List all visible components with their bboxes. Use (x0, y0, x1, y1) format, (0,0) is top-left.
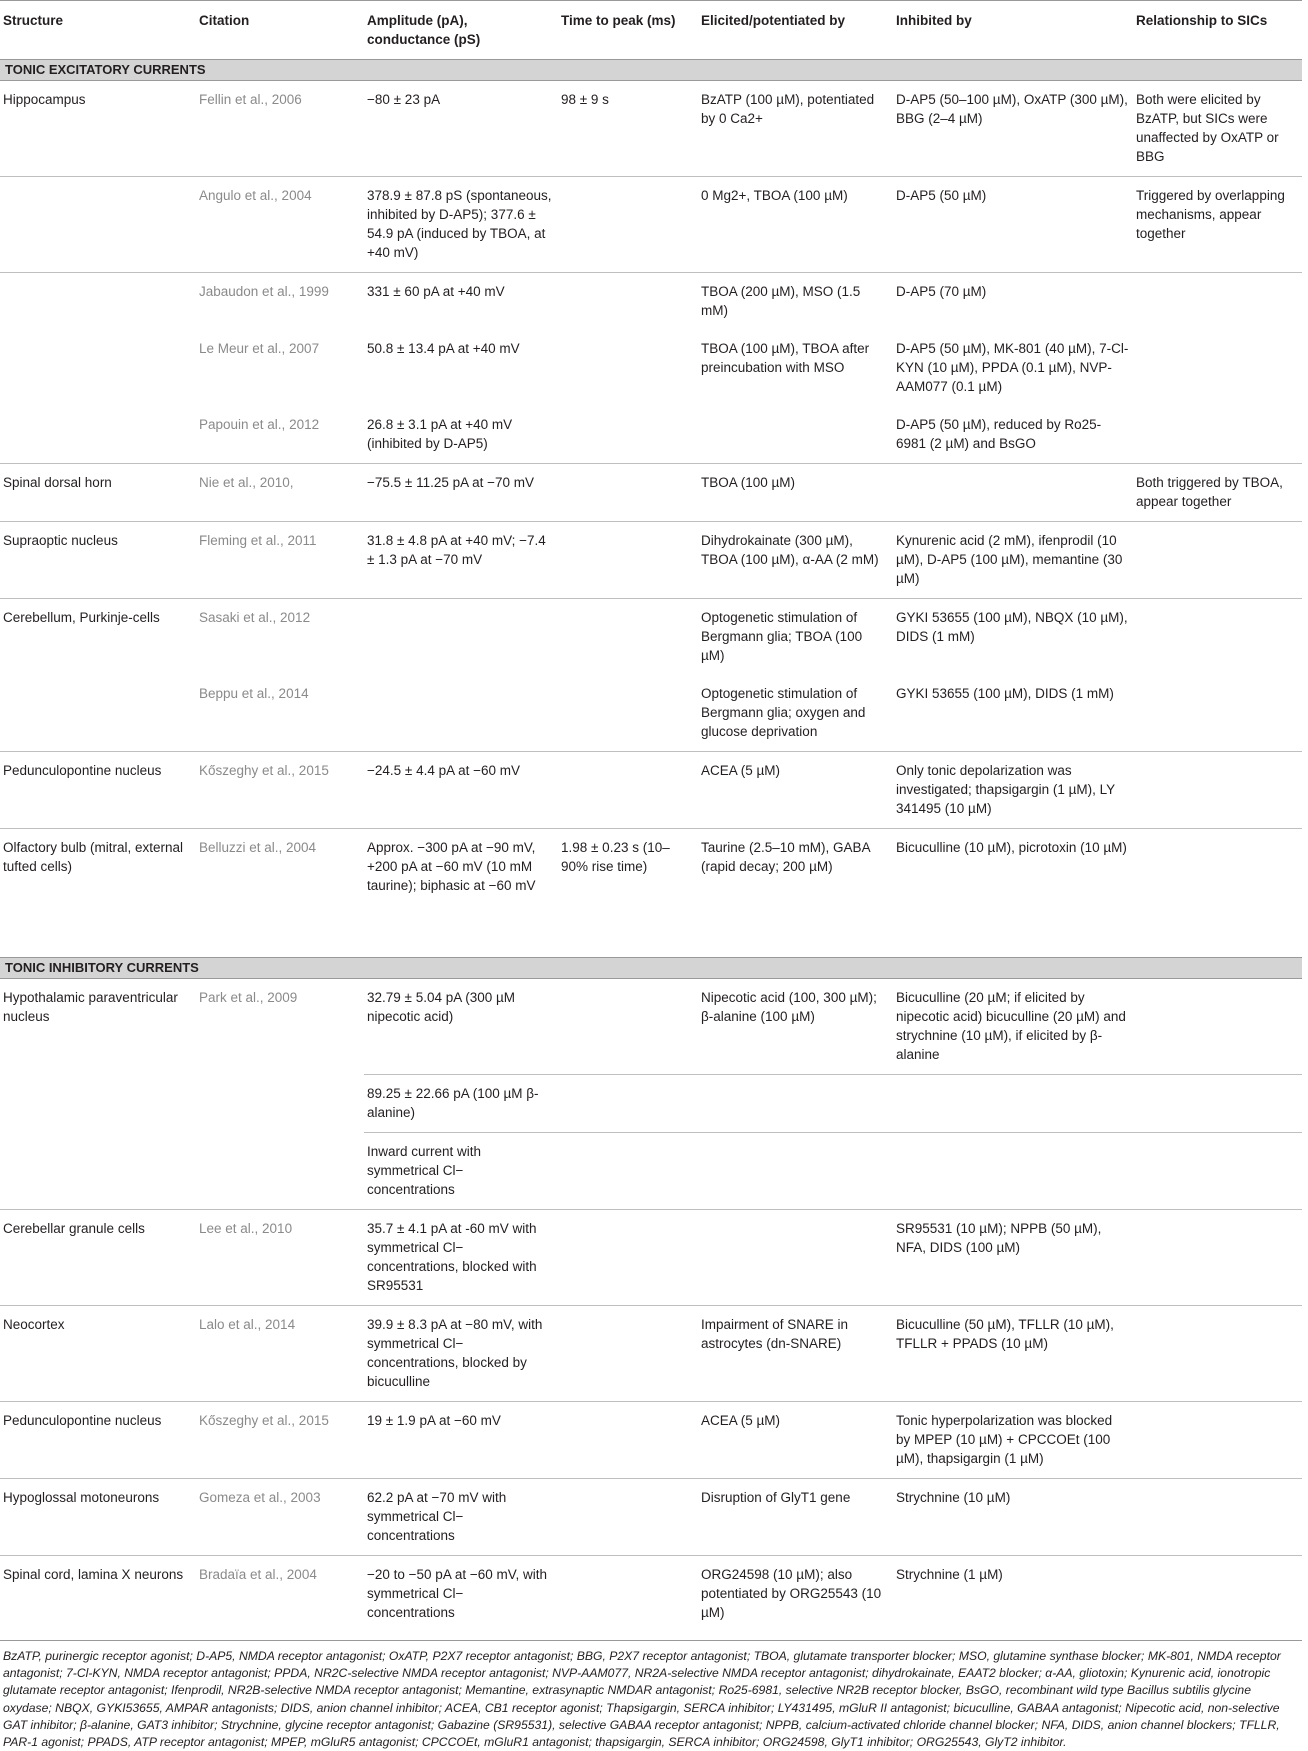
cell-citation: Angulo et al., 2004 (196, 177, 364, 273)
cell-citation: Sasaki et al., 2012 (199, 610, 311, 625)
cell-elicited: BzATP (100 µM), potentiated by 0 Ca2+ (698, 81, 893, 177)
cell-inhibited: Strychnine (1 µM) (896, 1567, 1003, 1582)
cell-time (558, 406, 698, 464)
cell-structure: Neocortex (0, 1306, 196, 1402)
header-elicited: Elicited/potentiated by (698, 1, 893, 60)
table-row (0, 1210, 1302, 1306)
cell-elicited: TBOA (100 µM) (698, 464, 893, 522)
cell-inhibited: Tonic hyperpolarization was blocked by MPEP (10 µM) + CPCCOEt (100 µM), thapsigargin (1 µM) (893, 1402, 1133, 1479)
cell-amplitude: 32.79 ± 5.04 pA (300 µM nipecotic acid) (367, 990, 516, 1024)
cell-inhibited: Strychnine (10 µM) (893, 1479, 1133, 1556)
cell-structure: Hypothalamic paraventricular nucleus (3, 990, 178, 1024)
cell-structure (0, 1075, 196, 1133)
cell-relationship (1133, 406, 1302, 464)
cell-time (558, 273, 698, 331)
cell-time (558, 1402, 698, 1479)
cell-structure: Spinal dorsal horn (0, 464, 196, 522)
cell-citation: Nie et al., 2010, (196, 464, 364, 522)
section-title-excitatory: TONIC EXCITATORY CURRENTS (0, 60, 1302, 81)
cell-amplitude: 89.25 ± 22.66 pA (100 µM β-alanine) (364, 1075, 558, 1133)
cell-structure: Pedunculopontine nucleus (0, 752, 196, 829)
cell-citation: Belluzzi et al., 2004 (199, 840, 317, 855)
cell-elicited (698, 406, 893, 464)
cell-amplitude (364, 675, 558, 752)
cell-amplitude: 39.9 ± 8.3 pA at −80 mV, with symmetrical Cl− concentrations, blocked by bicuculline (364, 1306, 558, 1402)
table-row (0, 1133, 1302, 1210)
cell-amplitude: 26.8 ± 3.1 pA at +40 mV (inhibited by D-AP5) (364, 406, 558, 464)
cell-time (558, 330, 698, 406)
cell-citation: Jabaudon et al., 1999 (199, 284, 329, 299)
cell-relationship (1133, 675, 1302, 752)
cell-elicited: TBOA (100 µM), TBOA after preincubation with MSO (701, 341, 870, 375)
cell-citation (196, 1075, 364, 1133)
header-structure: Structure (0, 1, 196, 60)
cell-time (558, 1479, 698, 1556)
cell-inhibited: D-AP5 (50–100 µM), OxATP (300 µM), BBG (2–4 µM) (893, 81, 1133, 177)
table-row (0, 406, 1302, 464)
cell-citation: Park et al., 2009 (199, 990, 298, 1005)
section-spacer (0, 905, 1302, 958)
header-citation: Citation (196, 1, 364, 60)
cell-relationship: Both triggered by TBOA, appear together (1133, 464, 1302, 522)
table-row (0, 752, 1302, 829)
cell-elicited: Taurine (2.5–10 mM), GABA (rapid decay; 200 µM) (701, 840, 870, 874)
cell-inhibited: Bicuculline (50 µM), TFLLR (10 µM), TFLLR + PPADS (10 µM) (893, 1306, 1133, 1402)
cell-relationship (1133, 1306, 1302, 1402)
cell-inhibited (893, 1075, 1133, 1133)
cell-inhibited: D-AP5 (50 µM), reduced by Ro25-6981 (2 µM) and BsGO (893, 406, 1133, 464)
cell-relationship (1133, 599, 1302, 676)
table-row (0, 522, 1302, 599)
table-footnote: BzATP, purinergic receptor agonist; D-AP5, NMDA receptor antagonist; OxATP, P2X7 receptor antagonist; BBG, P2X7 receptor antagonist; TBOA, glutamate transporter blocker; MSO, glutamine synthase blocker; MK-801, NMDA receptor antagonist; 7-Cl-KYN, NMDA receptor antagonist; PPDA, NR2C-selective NMDA receptor antagonist; NVP-AAM077, NR2A-selective NMDA receptor antagonist; dihydrokainate, EAAT2 blocker; α-AA, gliotoxin; Kynurenic acid, ionotropic glutamate receptor antagonist; Ifenprodil, NR2B-selective NMDA receptor antagonist; Memantine, extrasynaptic NMDAR antagonist; Ro25-6981, selective NR2B receptor blocker, BsGO, recombinant wild type Bacillus subtilis glycine oxydase; NBQX, GYKI53655, AMPAR antagonists; DIDS, anion channel inhibitor; ACEA, CB1 receptor agonist; Thapsigargin, SERCA inhibitor; LY431495, mGluR II antagonist; bicuculline, GABAA antagonist; Nipecotic acid, non-selective GAT inhibitor; β-alanine, GAT3 inhibitor; Strychnine, glycine receptor antagonist; Gabazine (SR95531), selective GABAA receptor antagonist; NPPB, calcium-activated chloride channel blocker; NFA, DIDS, anion channel blockers; TFLLR, PAR-1 agonist; PPADS, ATP receptor antagonist; MPEP, mGluR5 antagonist; CPCCOEt, mGluR1 antagonist; thapsigargin, SERCA inhibitor; ORG24598, GlyT1 inhibitor; ORG25543, GlyT2 inhibitor. (0, 1640, 1302, 1751)
table-row (0, 330, 1302, 406)
cell-structure: Supraoptic nucleus (0, 522, 196, 599)
header-amplitude: Amplitude (pA), conductance (pS) (364, 1, 558, 60)
table-row (0, 177, 1302, 273)
table-row (0, 1075, 1302, 1133)
cell-structure: Pedunculopontine nucleus (0, 1402, 196, 1479)
table-row (0, 1556, 1302, 1633)
table-row (0, 81, 1302, 177)
cell-inhibited: D-AP5 (50 µM), MK-801 (40 µM), 7-Cl-KYN (10 µM), PPDA (0.1 µM), NVP-AAM077 (0.1 µM) (896, 341, 1129, 394)
cell-inhibited: GYKI 53655 (100 µM), NBQX (10 µM), DIDS (1 mM) (896, 610, 1128, 644)
cell-amplitude: −24.5 ± 4.4 pA at −60 mV (364, 752, 558, 829)
cell-amplitude: −20 to −50 pA at −60 mV, with symmetrical Cl− concentrations (367, 1567, 548, 1620)
cell-structure (0, 406, 196, 464)
header-time-to-peak: Time to peak (ms) (558, 1, 698, 60)
cell-structure (0, 273, 196, 331)
cell-elicited: TBOA (200 µM), MSO (1.5 mM) (701, 284, 861, 318)
cell-time (558, 177, 698, 273)
cell-time (558, 1210, 698, 1306)
cell-amplitude: 62.2 pA at −70 mV with symmetrical Cl− concentrations (364, 1479, 558, 1556)
header-relationship: Relationship to SICs (1133, 1, 1302, 60)
cell-amplitude: 19 ± 1.9 pA at −60 mV (364, 1402, 558, 1479)
cell-elicited: ACEA (5 µM) (698, 752, 893, 829)
cell-citation: Lalo et al., 2014 (196, 1306, 364, 1402)
cell-citation: Papouin et al., 2012 (196, 406, 364, 464)
cell-time (558, 1133, 698, 1210)
cell-relationship: Both were elicited by BzATP, but SICs were unaffected by OxATP or BBG (1133, 81, 1302, 177)
table-row (0, 1306, 1302, 1402)
cell-structure: Hippocampus (0, 81, 196, 177)
cell-structure (0, 177, 196, 273)
cell-inhibited (893, 1133, 1133, 1210)
cell-citation: Beppu et al., 2014 (196, 675, 364, 752)
cell-inhibited: Only tonic depolarization was investigated; thapsigargin (1 µM), LY 341495 (10 µM) (893, 752, 1133, 829)
cell-elicited: 0 Mg2+, TBOA (100 µM) (698, 177, 893, 273)
section-header-excitatory (0, 60, 1302, 81)
cell-citation: Le Meur et al., 2007 (199, 341, 320, 356)
cell-relationship (1133, 1133, 1302, 1210)
cell-relationship (1133, 330, 1302, 406)
table-row (0, 1402, 1302, 1479)
cell-citation (196, 1133, 364, 1210)
cell-elicited: Optogenetic stimulation of Bergmann glia; TBOA (100 µM) (701, 610, 863, 663)
cell-structure (0, 330, 196, 406)
cell-inhibited: GYKI 53655 (100 µM), DIDS (1 mM) (893, 675, 1133, 752)
table-row (0, 273, 1302, 331)
section-header-inhibitory (0, 958, 1302, 979)
cell-inhibited: D-AP5 (50 µM) (893, 177, 1133, 273)
table-row (0, 829, 1302, 906)
cell-citation: Bradaïa et al., 2004 (199, 1567, 317, 1582)
cell-structure: Spinal cord, lamina X neurons (3, 1567, 184, 1582)
cell-time (558, 1556, 698, 1633)
cell-amplitude: Approx. −300 pA at −90 mV, +200 pA at −60 mV (10 mM taurine); biphasic at −60 mV (367, 840, 536, 893)
cell-time (558, 522, 698, 599)
cell-relationship (1133, 1479, 1302, 1556)
cell-amplitude: −80 ± 23 pA (364, 81, 558, 177)
cell-time (558, 464, 698, 522)
cell-time (558, 752, 698, 829)
cell-time: 1.98 ± 0.23 s (10–90% rise time) (561, 840, 670, 874)
cell-relationship: Triggered by overlapping mechanisms, appear together (1133, 177, 1302, 273)
cell-relationship (1133, 522, 1302, 599)
cell-elicited: Impairment of SNARE in astrocytes (dn-SNARE) (698, 1306, 893, 1402)
cell-amplitude: 31.8 ± 4.8 pA at +40 mV; −7.4 ± 1.3 pA at −70 mV (364, 522, 558, 599)
cell-inhibited: Bicuculline (10 µM), picrotoxin (10 µM) (896, 840, 1127, 855)
cell-citation: Fleming et al., 2011 (196, 522, 364, 599)
cell-time (558, 1306, 698, 1402)
cell-inhibited (893, 464, 1133, 522)
cell-elicited: Nipecotic acid (100, 300 µM); β-alanine (100 µM) (701, 990, 877, 1024)
cell-amplitude: 331 ± 60 pA at +40 mV (367, 284, 505, 299)
cell-elicited: Dihydrokainate (300 µM), TBOA (100 µM), α-AA (2 mM) (698, 522, 893, 599)
table-row (0, 979, 1302, 1075)
cell-relationship (1133, 979, 1302, 1075)
cell-structure: Olfactory bulb (mitral, external tufted cells) (3, 840, 184, 874)
cell-inhibited: D-AP5 (70 µM) (896, 284, 987, 299)
cell-inhibited: Kynurenic acid (2 mM), ifenprodil (10 µM), D-AP5 (100 µM), memantine (30 µM) (893, 522, 1133, 599)
cell-elicited: Optogenetic stimulation of Bergmann glia; oxygen and glucose deprivation (698, 675, 893, 752)
cell-structure (0, 675, 196, 752)
cell-time: 98 ± 9 s (558, 81, 698, 177)
cell-amplitude: 35.7 ± 4.1 pA at -60 mV with symmetrical Cl− concentrations, blocked with SR95531 (364, 1210, 558, 1306)
cell-inhibited: Bicuculline (20 µM; if elicited by nipecotic acid) bicuculline (20 µM) and strychnine (10 µM), if elicited by β-alanine (896, 990, 1126, 1062)
cell-amplitude (364, 599, 558, 676)
cell-elicited: ORG24598 (10 µM); also potentiated by ORG25543 (10 µM) (701, 1567, 882, 1620)
table-row (0, 599, 1302, 676)
cell-elicited: Disruption of GlyT1 gene (698, 1479, 893, 1556)
cell-amplitude: Inward current with symmetrical Cl− concentrations (364, 1133, 558, 1210)
cell-citation: Kőszeghy et al., 2015 (196, 752, 364, 829)
cell-structure (0, 1133, 196, 1210)
header-inhibited: Inhibited by (893, 1, 1133, 60)
cell-citation: Gomeza et al., 2003 (196, 1479, 364, 1556)
cell-relationship (1133, 273, 1302, 331)
cell-relationship (1133, 752, 1302, 829)
cell-time (558, 979, 698, 1075)
cell-time (558, 675, 698, 752)
section-title-inhibitory: TONIC INHIBITORY CURRENTS (0, 958, 1302, 979)
table-row (0, 464, 1302, 522)
cell-relationship (1133, 1210, 1302, 1306)
cell-relationship (1133, 1556, 1302, 1633)
cell-time (558, 1075, 698, 1133)
cell-structure: Cerebellar granule cells (0, 1210, 196, 1306)
cell-structure: Hypoglossal motoneurons (0, 1479, 196, 1556)
cell-relationship (1133, 1402, 1302, 1479)
cell-inhibited: SR95531 (10 µM); NPPB (50 µM), NFA, DIDS (100 µM) (893, 1210, 1133, 1306)
cell-elicited (698, 1075, 893, 1133)
table-row (0, 1479, 1302, 1556)
cell-elicited (698, 1210, 893, 1306)
header-row (0, 1, 1302, 60)
cell-elicited: ACEA (5 µM) (698, 1402, 893, 1479)
cell-relationship (1133, 1075, 1302, 1133)
table-row (0, 675, 1302, 752)
cell-citation: Kőszeghy et al., 2015 (196, 1402, 364, 1479)
cell-amplitude: 50.8 ± 13.4 pA at +40 mV (367, 341, 520, 356)
cell-amplitude: 378.9 ± 87.8 pS (spontaneous, inhibited by D-AP5); 377.6 ± 54.9 pA (induced by TBOA, at +40 mV) (364, 177, 558, 273)
cell-citation: Lee et al., 2010 (196, 1210, 364, 1306)
cell-relationship (1133, 829, 1302, 906)
cell-amplitude: −75.5 ± 11.25 pA at −70 mV (364, 464, 558, 522)
cell-citation: Fellin et al., 2006 (196, 81, 364, 177)
cell-structure: Cerebellum, Purkinje-cells (3, 610, 160, 625)
cell-elicited (698, 1133, 893, 1210)
cell-time (558, 599, 698, 676)
